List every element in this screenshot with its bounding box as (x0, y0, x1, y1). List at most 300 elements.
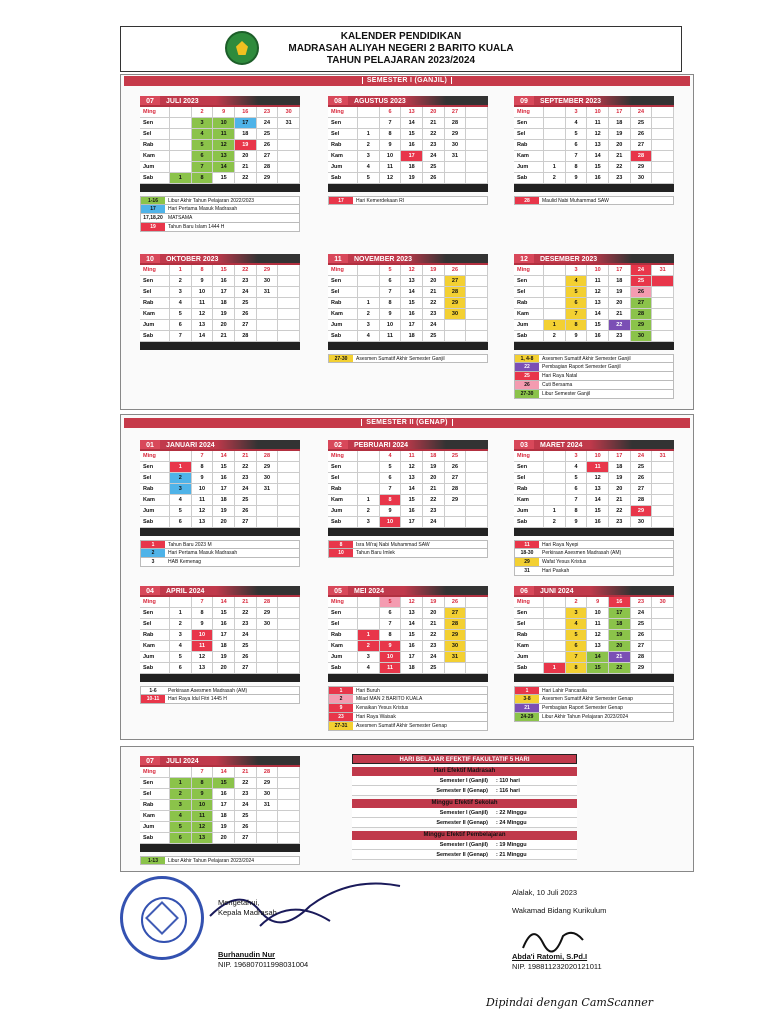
date-cell: 18 (609, 619, 631, 630)
month-grid (328, 265, 488, 342)
date-cell: 27 (235, 517, 257, 528)
month-number: 01 (140, 440, 160, 449)
date-cell: 30 (445, 309, 467, 320)
date-cell: 1 (358, 298, 380, 309)
date-cell: 23 (609, 331, 631, 342)
date-cell (278, 833, 300, 844)
date-cell: 4 (380, 451, 402, 462)
date-cell: 6 (380, 107, 402, 118)
date-cell: 28 (631, 151, 653, 162)
date-cell: 30 (652, 597, 674, 608)
date-cell: 8 (192, 173, 214, 184)
date-cell (466, 641, 488, 652)
month-footer-bar (514, 528, 674, 536)
date-cell: 10 (587, 107, 609, 118)
date-cell: 6 (170, 517, 192, 528)
date-cell: 17 (213, 630, 235, 641)
date-cell (445, 517, 467, 528)
date-cell: 8 (566, 162, 588, 173)
date-cell: 17 (213, 484, 235, 495)
date-cell: 30 (257, 473, 279, 484)
month-grid (514, 597, 674, 674)
date-cell (466, 276, 488, 287)
month-grid (328, 107, 488, 184)
date-cell: 13 (401, 276, 423, 287)
effective-value: : 22 Minggu (496, 810, 527, 816)
date-cell: 21 (235, 597, 257, 608)
day-name: Sel (514, 129, 544, 140)
date-cell: 10 (587, 608, 609, 619)
date-cell: 28 (235, 331, 257, 342)
date-cell: 11 (380, 331, 402, 342)
day-name: Sab (140, 331, 170, 342)
effective-row (352, 818, 577, 828)
note-row (514, 549, 674, 558)
date-cell: 6 (170, 833, 192, 844)
date-cell: 23 (609, 173, 631, 184)
date-cell: 13 (587, 140, 609, 151)
note-date: 11 (515, 541, 539, 548)
date-cell: 22 (609, 663, 631, 674)
month-notes (514, 196, 674, 205)
date-cell: 4 (566, 462, 588, 473)
month-header (514, 586, 674, 597)
date-cell: 25 (235, 495, 257, 506)
note-date: 1 (515, 687, 539, 694)
day-name: Sab (140, 663, 170, 674)
date-cell: 1 (170, 462, 192, 473)
date-cell: 3 (170, 484, 192, 495)
effective-title: HARI BELAJAR EFEKTIF FAKULTATIF 5 HARI (352, 754, 577, 764)
date-cell: 16 (587, 517, 609, 528)
date-cell: 22 (235, 608, 257, 619)
date-cell: 24 (423, 151, 445, 162)
date-cell: 5 (170, 822, 192, 833)
day-name: Rab (328, 298, 358, 309)
effective-section-title: Minggu Efektif Sekolah (352, 799, 577, 808)
day-name: Sel (328, 473, 358, 484)
day-name: Kam (140, 495, 170, 506)
date-cell: 8 (566, 320, 588, 331)
month-header (514, 254, 674, 265)
date-cell: 18 (609, 276, 631, 287)
date-cell: 27 (235, 833, 257, 844)
date-cell: 18 (213, 495, 235, 506)
note-text: Asesmen Sumatif Akhir Semester Genap (356, 723, 447, 729)
date-cell: 22 (423, 495, 445, 506)
day-name: Kam (140, 641, 170, 652)
month-name: PEBRUARI 2024 (348, 440, 488, 449)
date-cell: 31 (445, 652, 467, 663)
effective-label: Semester I (Ganjil) (439, 778, 488, 784)
note-row (140, 695, 300, 704)
date-cell (544, 276, 566, 287)
date-cell: 3 (358, 151, 380, 162)
month-name: DESEMBER 2023 (534, 254, 674, 263)
date-cell: 12 (380, 173, 402, 184)
date-cell (652, 462, 674, 473)
note-row (328, 686, 488, 695)
date-cell: 6 (170, 663, 192, 674)
date-cell: 25 (257, 129, 279, 140)
date-cell: 11 (587, 118, 609, 129)
note-text: Kenaikan Yesus Kristus (356, 705, 409, 711)
note-date: 27-31 (329, 722, 353, 730)
date-cell: 17 (213, 287, 235, 298)
month-header (328, 96, 488, 107)
note-text: Libur Akhir Tahun Pelajaran 2022/2023 (168, 198, 255, 204)
day-name: Sen (328, 118, 358, 129)
date-cell: 2 (544, 173, 566, 184)
date-cell (257, 309, 279, 320)
date-cell (278, 778, 300, 789)
note-row (514, 372, 674, 381)
date-cell: 20 (213, 833, 235, 844)
date-cell: 5 (566, 630, 588, 641)
note-text: Libur Akhir Tahun Pelajaran 2023/2024 (542, 714, 629, 720)
date-cell: 8 (192, 462, 214, 473)
day-name: Rab (514, 140, 544, 151)
date-cell (278, 800, 300, 811)
date-cell (278, 276, 300, 287)
date-cell (466, 118, 488, 129)
note-text: Libur Semester Ganjil (542, 391, 591, 397)
date-cell (358, 619, 380, 630)
month-footer-bar (140, 674, 300, 682)
date-cell: 3 (358, 652, 380, 663)
date-cell: 18 (213, 298, 235, 309)
date-cell: 16 (213, 276, 235, 287)
date-cell: 5 (170, 652, 192, 663)
date-cell (278, 641, 300, 652)
date-cell: 30 (445, 641, 467, 652)
date-cell: 24 (257, 118, 279, 129)
day-name: Sel (514, 287, 544, 298)
date-cell: 21 (235, 162, 257, 173)
date-cell: 20 (235, 151, 257, 162)
date-cell (544, 619, 566, 630)
date-cell (652, 517, 674, 528)
date-cell: 5 (170, 309, 192, 320)
day-name: Jum (514, 162, 544, 173)
date-cell: 29 (257, 778, 279, 789)
note-row (328, 713, 488, 722)
date-cell: 31 (257, 800, 279, 811)
date-cell: 21 (235, 767, 257, 778)
note-row (514, 381, 674, 390)
date-cell (466, 473, 488, 484)
month-notes (328, 686, 488, 731)
note-date: 17 (141, 205, 165, 213)
date-cell: 3 (192, 118, 214, 129)
date-cell: 7 (192, 767, 214, 778)
date-cell: 30 (257, 619, 279, 630)
date-cell: 29 (445, 630, 467, 641)
note-date: 1-13 (141, 857, 165, 864)
note-date: 17,18,20 (143, 215, 163, 221)
date-cell: 11 (192, 298, 214, 309)
day-name: Jum (328, 320, 358, 331)
date-cell (466, 462, 488, 473)
day-name: Sab (328, 517, 358, 528)
month-12 (514, 254, 674, 404)
date-cell: 12 (192, 309, 214, 320)
date-cell: 30 (631, 517, 653, 528)
date-cell: 27 (445, 276, 467, 287)
date-cell: 9 (213, 107, 235, 118)
date-cell (652, 162, 674, 173)
note-row (514, 695, 674, 704)
effective-sections (352, 767, 577, 860)
day-name: Kam (140, 309, 170, 320)
month-number: 12 (514, 254, 534, 263)
note-text: Asesmen Sumatif Akhir Semester Ganjil (356, 356, 445, 362)
date-cell (652, 298, 674, 309)
date-cell: 17 (401, 652, 423, 663)
day-name: Rab (514, 298, 544, 309)
day-name: Sen (514, 118, 544, 129)
date-cell (544, 484, 566, 495)
date-cell: 1 (358, 495, 380, 506)
note-date: 18-30 (520, 550, 534, 556)
date-cell (544, 287, 566, 298)
date-cell: 8 (380, 129, 402, 140)
date-cell: 17 (401, 151, 423, 162)
date-cell: 13 (587, 484, 609, 495)
date-cell: 15 (213, 778, 235, 789)
date-cell: 21 (609, 495, 631, 506)
effective-label: Semester II (Genap) (436, 852, 488, 858)
month-grid (328, 597, 488, 674)
curriculum-signature (518, 918, 588, 954)
date-cell: 4 (358, 663, 380, 674)
date-cell: 2 (170, 789, 192, 800)
month-header (140, 254, 300, 265)
date-cell: 25 (423, 331, 445, 342)
date-cell: 1 (170, 173, 192, 184)
note-date: 1-6 (149, 688, 157, 694)
date-cell (466, 495, 488, 506)
day-name: Sel (140, 473, 170, 484)
day-name: Ming (140, 597, 170, 608)
date-cell: 9 (587, 597, 609, 608)
date-cell: 26 (235, 822, 257, 833)
date-cell (544, 107, 566, 118)
date-cell (278, 265, 300, 276)
date-cell: 10 (587, 265, 609, 276)
day-name: Rab (140, 140, 170, 151)
date-cell: 6 (566, 484, 588, 495)
note-text: Milad MAN 2 BARITO KUALA (356, 696, 423, 702)
date-cell: 25 (235, 298, 257, 309)
note-row (514, 363, 674, 372)
date-cell (544, 151, 566, 162)
date-cell: 10 (192, 800, 214, 811)
day-name: Sab (328, 173, 358, 184)
document-header (120, 26, 682, 72)
date-cell: 20 (423, 608, 445, 619)
date-cell: 28 (257, 451, 279, 462)
day-name: Sen (140, 276, 170, 287)
date-cell: 6 (380, 473, 402, 484)
date-cell: 22 (423, 630, 445, 641)
note-text: Pembagian Raport Semester Ganjil (542, 364, 621, 370)
month-name: SEPTEMBER 2023 (534, 96, 674, 105)
date-cell: 6 (170, 320, 192, 331)
date-cell: 30 (257, 276, 279, 287)
date-cell: 9 (380, 641, 402, 652)
date-cell: 18 (401, 162, 423, 173)
date-cell: 18 (213, 811, 235, 822)
date-cell: 16 (587, 331, 609, 342)
note-text: Tahun Baru Islam 1444 H (168, 224, 225, 230)
date-cell: 1 (170, 608, 192, 619)
date-cell: 12 (401, 597, 423, 608)
month-02 (328, 440, 488, 590)
date-cell: 13 (401, 473, 423, 484)
date-cell: 17 (609, 265, 631, 276)
date-cell (278, 129, 300, 140)
date-cell (652, 140, 674, 151)
date-cell (544, 140, 566, 151)
date-cell (544, 451, 566, 462)
date-cell: 2 (170, 473, 192, 484)
month-number: 10 (140, 254, 160, 263)
date-cell: 14 (401, 484, 423, 495)
effective-section-title: Hari Efektif Madrasah (352, 767, 577, 776)
date-cell: 18 (213, 641, 235, 652)
date-cell: 19 (609, 287, 631, 298)
date-cell (544, 608, 566, 619)
date-cell: 28 (631, 652, 653, 663)
date-cell: 24 (631, 451, 653, 462)
date-cell: 12 (213, 140, 235, 151)
date-cell: 27 (235, 320, 257, 331)
date-cell: 10 (587, 451, 609, 462)
date-cell: 31 (257, 484, 279, 495)
date-cell: 24 (631, 265, 653, 276)
day-name: Rab (140, 630, 170, 641)
note-date: 10 (329, 549, 353, 557)
date-cell: 7 (566, 495, 588, 506)
date-cell: 20 (213, 517, 235, 528)
date-cell: 12 (401, 265, 423, 276)
date-cell: 5 (566, 473, 588, 484)
date-cell: 7 (566, 652, 588, 663)
month-header (140, 756, 300, 767)
note-row (514, 196, 674, 205)
date-cell: 3 (566, 265, 588, 276)
date-cell: 3 (566, 451, 588, 462)
month-name: MARET 2024 (534, 440, 674, 449)
date-cell: 9 (566, 517, 588, 528)
date-cell: 3 (170, 287, 192, 298)
date-cell (652, 619, 674, 630)
date-cell: 1 (544, 320, 566, 331)
date-cell: 9 (192, 789, 214, 800)
date-cell (278, 517, 300, 528)
date-cell: 27 (445, 107, 467, 118)
date-cell (278, 473, 300, 484)
date-cell: 26 (235, 309, 257, 320)
date-cell: 8 (380, 495, 402, 506)
date-cell: 29 (257, 608, 279, 619)
date-cell: 27 (631, 298, 653, 309)
date-cell: 2 (170, 276, 192, 287)
date-cell: 18 (609, 462, 631, 473)
note-row (140, 205, 300, 214)
date-cell (652, 663, 674, 674)
date-cell: 8 (192, 778, 214, 789)
date-cell: 26 (235, 506, 257, 517)
date-cell: 31 (445, 151, 467, 162)
date-cell: 14 (213, 162, 235, 173)
date-cell: 12 (587, 630, 609, 641)
sig-right-name: Abda'i Ratomi, S.Pd.I (512, 952, 588, 961)
date-cell (257, 331, 279, 342)
date-cell: 11 (213, 129, 235, 140)
date-cell: 25 (235, 811, 257, 822)
note-row (514, 713, 674, 722)
date-cell (445, 320, 467, 331)
day-name: Jum (140, 320, 170, 331)
date-cell: 1 (358, 129, 380, 140)
month-06 (514, 586, 674, 736)
note-date: 9 (329, 704, 353, 712)
sig-right-nip: NIP. 198811232020121011 (512, 962, 602, 971)
date-cell: 17 (213, 800, 235, 811)
note-date: 27-30 (515, 390, 539, 398)
date-cell: 11 (192, 495, 214, 506)
date-cell: 3 (170, 630, 192, 641)
date-cell: 19 (235, 140, 257, 151)
month-name: JUNI 2024 (534, 586, 674, 595)
date-cell: 13 (192, 663, 214, 674)
day-name: Sab (514, 173, 544, 184)
date-cell: 24 (423, 517, 445, 528)
date-cell: 22 (609, 506, 631, 517)
date-cell: 18 (401, 663, 423, 674)
month-09 (514, 96, 674, 246)
effective-row (352, 776, 577, 786)
date-cell (466, 265, 488, 276)
note-text: Hari Raya Idul Fitri 1445 H (168, 696, 227, 702)
month-header (140, 96, 300, 107)
date-cell: 12 (401, 462, 423, 473)
day-name: Rab (514, 630, 544, 641)
month-notes (140, 856, 300, 865)
date-cell: 5 (566, 287, 588, 298)
month-name: OKTOBER 2023 (160, 254, 300, 263)
date-cell (170, 107, 192, 118)
date-cell: 17 (401, 517, 423, 528)
date-cell: 30 (445, 140, 467, 151)
date-cell (544, 597, 566, 608)
date-cell: 27 (631, 484, 653, 495)
effective-row (352, 786, 577, 796)
day-name: Jum (140, 162, 170, 173)
date-cell: 7 (566, 309, 588, 320)
date-cell: 19 (213, 652, 235, 663)
date-cell: 23 (631, 597, 653, 608)
date-cell (278, 811, 300, 822)
date-cell: 26 (631, 287, 653, 298)
date-cell: 23 (235, 619, 257, 630)
header-title: KALENDER PENDIDIKAN (340, 31, 462, 42)
note-text: Cuti Bersama (542, 382, 573, 388)
note-date: 24-29 (515, 713, 539, 721)
date-cell: 24 (235, 484, 257, 495)
